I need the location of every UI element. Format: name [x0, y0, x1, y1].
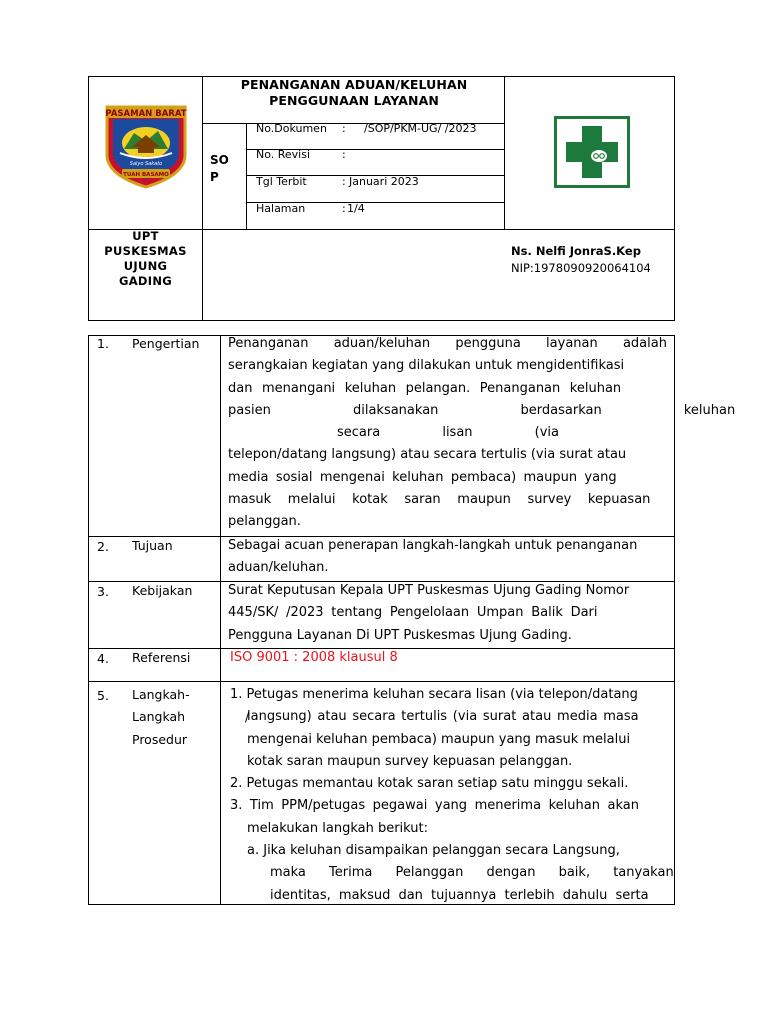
text-line: ISO 9001 : 2008 klausul 8	[230, 650, 398, 665]
text-line: masuk melalui kotak saran maupun survey kepuasan	[228, 492, 651, 508]
definition-text	[228, 333, 736, 534]
row-number: 5.	[97, 688, 109, 703]
row-label-line: Langkah /	[132, 709, 250, 725]
text-line: dan menangani keluhan pelangan. Penanganan keluhan	[228, 380, 622, 396]
list-item-continuation: langsung) atau secara tertulis (via surat atau media masa	[247, 709, 639, 725]
text-line-content: secara lisan (via	[337, 425, 560, 441]
list-item: 3. Tim PPM/petugas pegawai yang menerima keluhan akan	[230, 798, 639, 814]
meta-label: No.Dokumen	[256, 122, 327, 135]
logo-motto-text: Saiyo Sakato	[129, 161, 163, 167]
text-line: Pengguna Layanan Di UPT Puskesmas Ujung Gading.	[228, 627, 572, 643]
row-number: 4.	[97, 651, 109, 666]
text-line: telepon/datang langsung) atau secara tertulis (via surat atau	[228, 447, 627, 463]
text-line: media sosial mengenai keluhan pembaca) maupun yang	[228, 469, 617, 485]
row-label-line: Langkah-	[132, 687, 190, 702]
list-item-continuation: kotak saran maupun survey kepuasan pelanggan.	[247, 753, 573, 769]
row-label: Referensi	[132, 650, 191, 665]
text-line-content: pasien dilaksanakan berdasarkan keluhan	[228, 402, 736, 418]
purpose-text	[228, 535, 667, 580]
signer-nip: NIP:1978090920064104	[511, 261, 651, 275]
text-line	[228, 333, 667, 355]
list-item: 2. Petugas memantau kotak saran setiap satu minggu sekali.	[230, 776, 629, 792]
divider	[202, 77, 203, 320]
unit-name-line: UPT	[132, 229, 159, 243]
document-title	[203, 77, 505, 109]
row-number: 2.	[97, 539, 109, 554]
sop-label	[206, 152, 246, 186]
text-line: 445/SK/ /2023 tentang Pengelolaan Umpan Balik Dari	[228, 605, 598, 621]
row-label-line: Prosedur	[132, 731, 188, 747]
title-line: PENGGUNAAN LAYANAN	[269, 93, 439, 108]
sop-content-table	[88, 335, 736, 905]
procedure-list	[228, 684, 674, 907]
list-item-continuation: melakukan langkah berikut:	[247, 820, 429, 836]
row-number: 1.	[97, 336, 109, 351]
text-line: serangkaian kegiatan yang dilakukan untuk mengidentifikasi	[228, 358, 625, 374]
sub-list-item: a. Jika keluhan disampaikan pelanggan secara Langsung,	[247, 843, 620, 859]
meta-label: Halaman	[256, 202, 306, 215]
row-label: Tujuan	[132, 538, 173, 553]
sub-list-item-continuation: maka Terima Pelanggan dengan baik, tanyakan	[270, 865, 674, 881]
text-line: pelanggan.	[228, 514, 301, 530]
sub-list-item-continuation: identitas, maksud dan tujuannya terlebih dahulu serta	[270, 887, 649, 903]
logo-bottom-text: TUAH BASAMO	[123, 172, 169, 178]
text-line	[228, 422, 667, 444]
unit-name-line: GADING	[118, 274, 173, 288]
text-line-content: Penanganan aduan/keluhan pengguna layanan adalah	[228, 336, 667, 351]
meta-value: 1/4	[347, 202, 365, 215]
meta-value: Januari 2023	[349, 175, 419, 188]
meta-separator: :	[342, 202, 346, 215]
unit-name	[89, 229, 202, 289]
sop-header-table	[88, 76, 675, 321]
meta-label: Tgl Terbit	[256, 175, 307, 188]
unit-name-line: UJUNG	[123, 259, 168, 273]
puskesmas-logo	[554, 116, 630, 188]
meta-label: No. Revisi	[256, 148, 311, 161]
text-line: Sebagai acuan penerapan langkah-langkah untuk penanganan	[228, 538, 638, 553]
policy-text	[228, 580, 667, 647]
text-line: aduan/keluhan.	[228, 560, 329, 576]
divider	[246, 123, 247, 229]
meta-separator: :	[342, 122, 346, 135]
sop-label-line: P	[210, 170, 219, 184]
reference-text	[230, 647, 669, 669]
list-item-continuation: mengenai keluhan pembaca) maupun yang masuk melalui	[247, 731, 631, 747]
meta-value: /SOP/PKM-UG/ /2023	[364, 122, 477, 135]
row-label: Pengertian	[132, 336, 200, 351]
sop-label-line: SO	[210, 153, 229, 167]
title-line: PENANGANAN ADUAN/KELUHAN	[240, 77, 468, 92]
text-line: Surat Keputusan Kepala UPT Puskesmas Ujung Gading Nomor	[228, 583, 630, 598]
column-divider	[220, 336, 221, 904]
meta-separator: :	[342, 175, 346, 188]
row-divider	[89, 681, 674, 682]
text-line	[228, 400, 736, 422]
pasaman-barat-logo	[104, 103, 188, 189]
row-label: Kebijakan	[132, 583, 193, 598]
signer-name: Ns. Nelfi JonraS.Kep	[511, 244, 641, 258]
unit-name-line: PUSKESMAS	[104, 244, 187, 258]
list-item: 1. Petugas menerima keluhan secara lisan (via telepon/datang	[230, 687, 638, 702]
meta-separator: :	[342, 148, 346, 161]
row-number: 3.	[97, 584, 109, 599]
logo-top-text: PASAMAN BARAT	[105, 109, 187, 119]
